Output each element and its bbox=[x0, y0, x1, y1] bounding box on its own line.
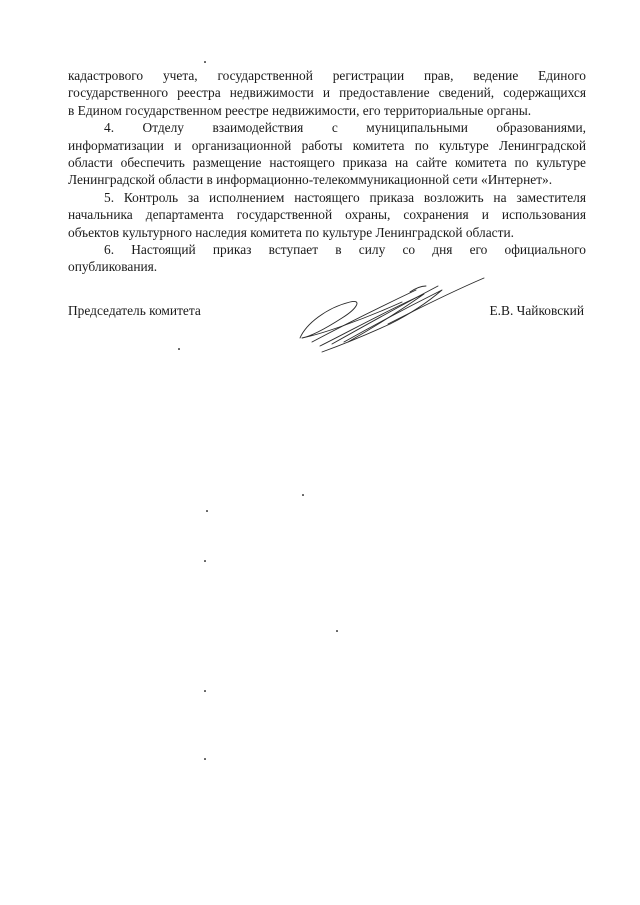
scan-speck bbox=[302, 494, 304, 496]
document-body bbox=[68, 67, 586, 276]
text-line: Ленинградской области в информационно-телекоммуникационной сети «Интернет». bbox=[68, 172, 553, 188]
scan-speck bbox=[204, 758, 206, 760]
text-line: кадастрового учета, государственной регистрации прав, ведение Единого bbox=[68, 68, 586, 83]
text-line: 4. Отделу взаимодействия с муниципальными образованиями, bbox=[104, 120, 586, 136]
paragraph-item-6 bbox=[68, 241, 586, 276]
paragraph-item-5 bbox=[68, 189, 586, 241]
scan-speck bbox=[204, 61, 206, 63]
scan-speck bbox=[204, 560, 206, 562]
signatory-name: Е.В. Чайковский bbox=[489, 303, 584, 318]
text-line: в Едином государственном реестре недвижимости, его территориальные органы. bbox=[68, 102, 532, 118]
text-line: государственного реестра недвижимости и предоставление сведений, содержащихся bbox=[68, 85, 586, 101]
text-line: области обеспечить размещение настоящего приказа на сайте комитета по культуре bbox=[68, 155, 586, 171]
text-line: начальника департамента государственной охраны, сохранения и использования bbox=[68, 207, 586, 223]
scan-speck bbox=[204, 690, 206, 692]
text-line: опубликования. bbox=[68, 259, 158, 275]
text-line: объектов культурного наследия комитета по культуре Ленинградской области. bbox=[68, 224, 514, 240]
scan-speck bbox=[178, 348, 180, 350]
paragraph-item-4 bbox=[68, 119, 586, 189]
signature-block bbox=[68, 302, 586, 322]
text-line: 6. Настоящий приказ вступает в силу со дня его официального bbox=[104, 242, 586, 258]
scan-speck bbox=[336, 630, 338, 632]
paragraph-cadastre bbox=[68, 67, 586, 119]
scan-speck bbox=[206, 510, 208, 512]
signatory-title: Председатель комитета bbox=[68, 303, 201, 318]
text-line: информатизации и организационной работы комитета по культуре Ленинградской bbox=[68, 137, 586, 153]
text-line: 5. Контроль за исполнением настоящего приказа возложить на заместителя bbox=[104, 189, 586, 205]
